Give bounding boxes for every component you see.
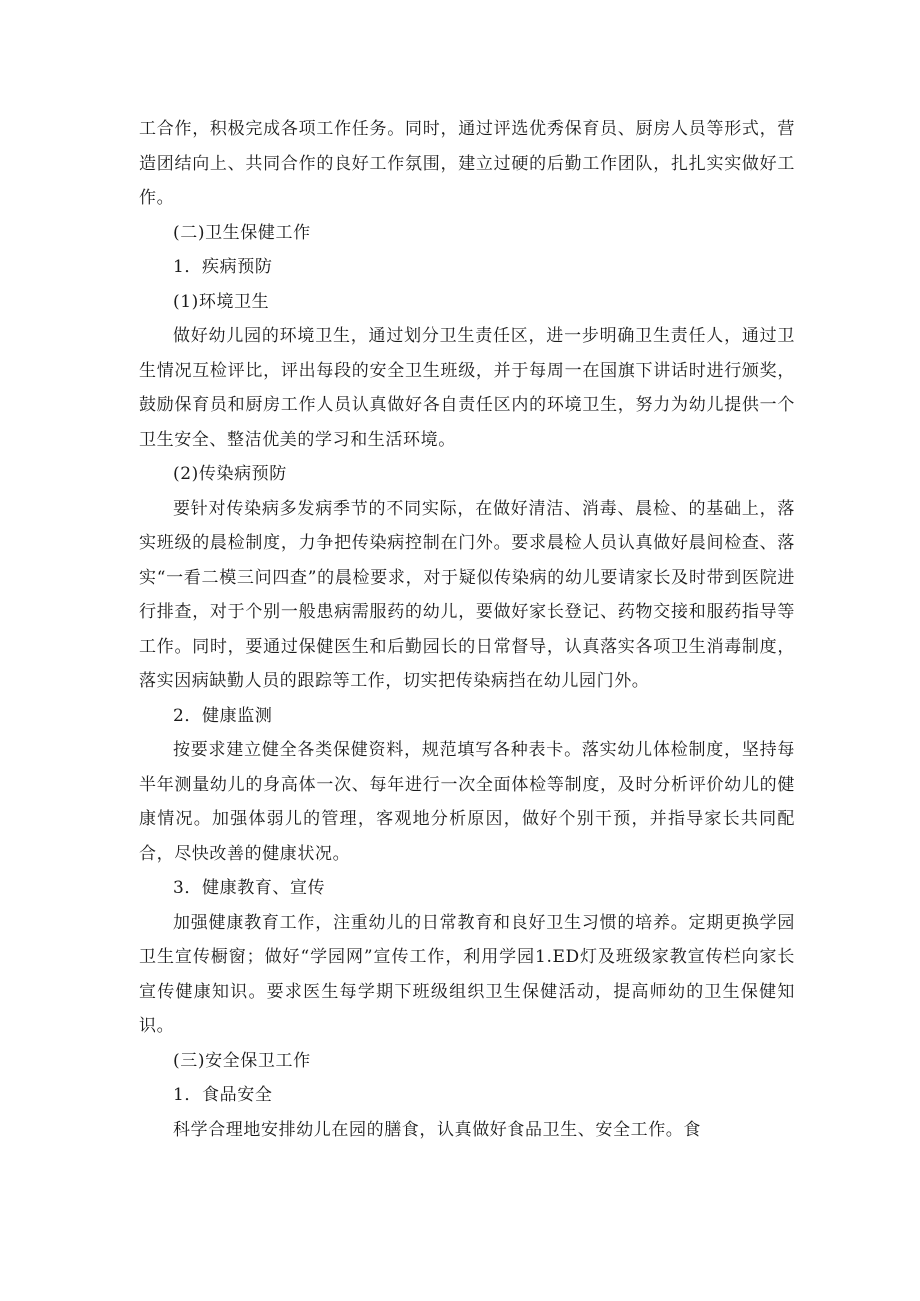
document-page	[139, 112, 795, 1147]
heading-infectious-disease-prevention: (2)传染病预防	[173, 464, 287, 484]
paragraph-logistics-teamwork: 工合作，积极完成各项工作任务。同时，通过评选优秀保育员、厨房人员等形式，营造团结向上、共同合作的良好工作氛围，建立过硬的后勤工作团队，扎扎实实做好工作。	[139, 119, 795, 208]
heading-environmental-hygiene: (1)环境卫生	[173, 291, 270, 312]
heading-safety-security-work: (三)安全保卫工作	[173, 1050, 311, 1071]
heading-health-monitoring: 2．健康监测	[173, 705, 273, 726]
heading-health-care-work: (二)卫生保健工作	[173, 222, 311, 243]
paragraph-food-safety: 科学合理地安排幼儿在园的膳食，认真做好食品卫生、安全工作。食	[173, 1119, 701, 1140]
paragraph-health-monitoring: 按要求建立健全各类保健资料，规范填写各种表卡。落实幼儿体检制度，坚持每半年测量幼儿的身高体一次、每年进行一次全面体检等制度，及时分析评价幼儿的健康情况。加强体弱儿的管理，客观地分析原因，做好个别干预，并指导家长共同配合，尽快改善的健康状况。	[139, 740, 795, 864]
heading-disease-prevention: 1．疾病预防	[173, 257, 273, 277]
heading-health-education: 3．健康教育、宣传	[173, 878, 326, 898]
paragraph-environmental-hygiene: 做好幼儿园的环境卫生，通过划分卫生责任区，进一步明确卫生责任人，通过卫生情况互检评比，评出每段的安全卫生班级，并于每周一在国旗下讲话时进行颁奖，鼓励保育员和厨房工作人员认真做好各自责任区内的环境卫生，努力为幼儿提供一个卫生安全、整洁优美的学习和生活环境。	[139, 326, 795, 450]
paragraph-health-education: 加强健康教育工作，注重幼儿的日常教育和良好卫生习惯的培养。定期更换学园卫生宣传橱窗；做好“学园网”宣传工作，利用学园1.ED灯及班级家教宣传栏向家长宣传健康知识。要求医生每学期下班级组织卫生保健活动，提高师幼的卫生保健知识。	[139, 912, 795, 1036]
heading-food-safety: 1．食品安全	[173, 1085, 273, 1105]
paragraph-infectious-disease-prevention: 要针对传染病多发病季节的不同实际，在做好清洁、消毒、晨检、的基础上，落实班级的晨检制度，力争把传染病控制在门外。要求晨检人员认真做好晨间检查、落实“一看二模三问四查”的晨检要求，对于疑似传染病的幼儿要请家长及时带到医院进行排查，对于个别一般患病需服药的幼儿，要做好家长登记、药物交接和服药指导等工作。同时，要通过保健医生和后勤园长的日常督导，认真落实各项卫生消毒制度，落实因病缺勤人员的跟踪等工作，切实把传染病挡在幼儿园门外。	[139, 498, 795, 691]
